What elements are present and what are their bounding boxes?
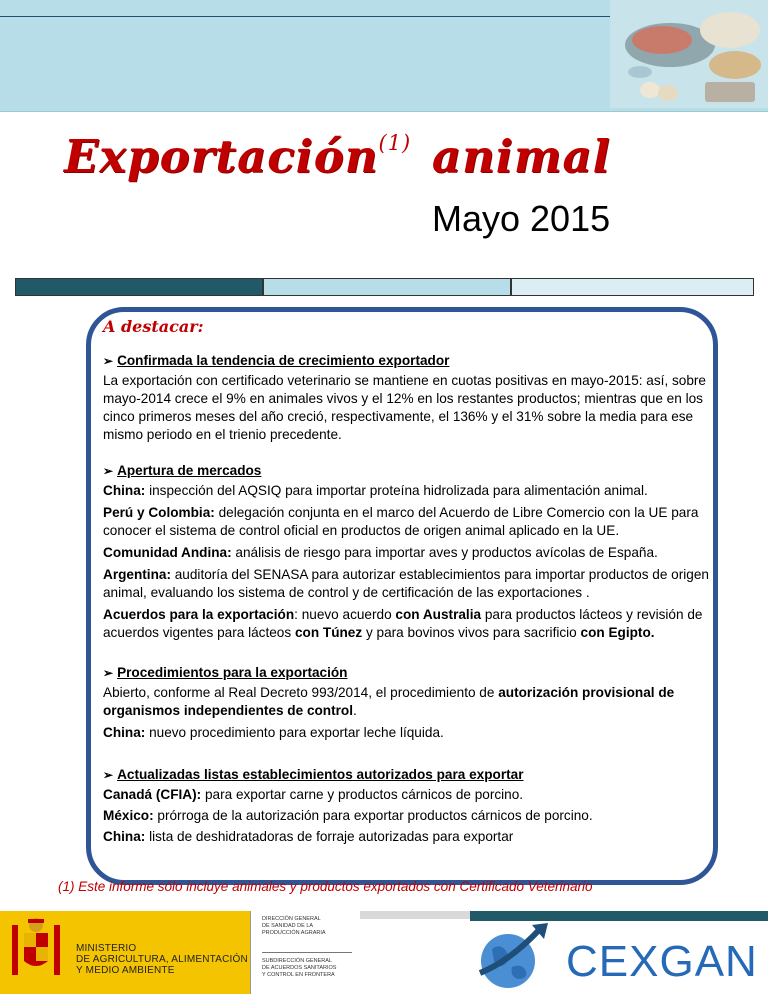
- section-lists-title-text: Actualizadas listas establecimientos autorizados para exportar: [117, 767, 524, 782]
- market-peru-colombia: [103, 504, 721, 540]
- directorate-divider: [262, 952, 352, 953]
- ministry-line-2: DE AGRICULTURA, ALIMENTACIÓN: [76, 954, 248, 965]
- market-argentina-text: auditoría del SENASA para autorizar establecimientos para importar productos de origen animal, evaluando los sistema de control y de certificación de las exportaciones .: [103, 567, 709, 600]
- directorate-general: [262, 916, 326, 937]
- arrow-bullet-icon: ➢: [103, 464, 114, 478]
- ministry-line-1: MINISTERIO: [76, 943, 137, 954]
- market-china-label: China:: [103, 483, 146, 498]
- dg2-line-2: DE ACUERDOS SANITARIOS: [262, 965, 337, 971]
- divider-bar-light: [511, 278, 754, 296]
- procedure-text-2: .: [353, 703, 357, 718]
- food-photo-icon: [610, 0, 768, 108]
- market-andina-text: análisis de riesgo para importar aves y productos avícolas de España.: [231, 545, 658, 560]
- agreements-text-1: : nuevo acuerdo: [294, 607, 396, 622]
- procedure-china-text: nuevo procedimiento para exportar leche líquida.: [145, 725, 444, 740]
- list-china-text: lista de deshidratadoras de forraje autorizadas para exportar: [145, 829, 514, 844]
- dg1-line-3: PRODUCCIÓN AGRARIA: [262, 930, 326, 936]
- market-china-text: inspección del AQSIQ para importar proteína hidrolizada para alimentación animal.: [145, 483, 648, 498]
- arrow-bullet-icon: ➢: [103, 666, 114, 680]
- market-agreements: [103, 606, 721, 642]
- section-growth: [103, 352, 721, 448]
- market-andina: [103, 544, 721, 562]
- procedure-china: [103, 724, 721, 742]
- section-procedures-title: [103, 664, 721, 682]
- market-argentina: [103, 566, 721, 602]
- section-procedures-title-text: Procedimientos para la exportación: [117, 665, 348, 680]
- agreements-text-2: para productos lácteos y revisión de acuerdos vigentes para lácteos: [103, 607, 703, 640]
- list-mexico-label: México:: [103, 808, 154, 823]
- procedure-text-1: Abierto, conforme al Real Decreto 993/2014, el procedimiento de: [103, 685, 499, 700]
- highlights-label: A destacar:: [103, 317, 204, 336]
- section-growth-title: [103, 352, 721, 370]
- agreements-label: Acuerdos para la exportación: [103, 607, 295, 622]
- list-mexico-text: prórroga de la autorización para exportar productos cárnicos de porcino.: [153, 808, 593, 823]
- subdirectorate-general: [262, 958, 336, 979]
- agreements-tunez: con Túnez: [294, 625, 363, 640]
- arrow-bullet-icon: ➢: [103, 768, 114, 782]
- market-peru-text: delegación conjunta en el marco del Acuerdo de Libre Comercio con la UE para conocer el sistema de control oficial en productos de origen animal aplicado en la UE.: [103, 505, 699, 538]
- page-title: [64, 130, 611, 183]
- globe-arrow-icon: [470, 921, 560, 994]
- dg1-line-2: DE SANIDAD DE LA: [262, 923, 314, 929]
- list-canada-text: para exportar carne y productos cárnicos de porcino.: [201, 787, 524, 802]
- footer-strip-blue: [470, 911, 768, 921]
- ministry-name: [76, 943, 248, 976]
- procedure-text-bold: autorización provisional de organismos independientes de control: [103, 685, 675, 718]
- dg2-line-3: Y CONTROL EN FRONTERA: [262, 972, 335, 978]
- title-main: Exportación: [64, 130, 379, 183]
- section-lists-title: [103, 766, 721, 784]
- agreements-australia: con Australia: [395, 607, 482, 622]
- dg1-line-1: DIRECCIÓN GENERAL: [262, 916, 321, 922]
- arrow-bullet-icon: ➢: [103, 354, 114, 368]
- list-mexico: [103, 807, 721, 825]
- section-markets-title-text: Apertura de mercados: [117, 463, 262, 478]
- section-lists: [103, 766, 721, 850]
- footer-strip-grey: [360, 911, 470, 919]
- section-markets-title: [103, 462, 721, 480]
- list-canada: [103, 786, 721, 804]
- title-end: animal: [431, 130, 611, 183]
- list-canada-label: Canadá (CFIA):: [103, 787, 202, 802]
- market-peru-label: Perú y Colombia:: [103, 505, 215, 520]
- food-photo: [610, 0, 768, 108]
- footnote: (1) Este informe sólo incluye animales y productos exportados con Certificado Veterinario: [58, 879, 593, 894]
- coat-of-arms-icon: [0, 911, 72, 994]
- agreements-egipto: con Egipto.: [580, 625, 655, 640]
- market-argentina-label: Argentina:: [103, 567, 171, 582]
- list-china: [103, 828, 721, 846]
- divider-bar-mid: [263, 278, 511, 296]
- market-china: [103, 482, 721, 500]
- section-growth-text: La exportación con certificado veterinario se mantiene en cuotas positivas en mayo-2015: así, sobre mayo-2014 crece el 9% en animales vivos y el 12% en los restantes productos; mientras que en los cinco primeros meses del año creció, respectivamente, el 136% y el 31% sobre la media para ese mismo periodo en el trienio precedente.: [103, 373, 706, 442]
- agreements-text-3: y para bovinos vivos para sacrificio: [362, 625, 581, 640]
- divider-bar-dark: [15, 278, 263, 296]
- title-footnote-ref: (1): [378, 131, 412, 155]
- section-growth-title-text: Confirmada la tendencia de crecimiento exportador: [117, 353, 450, 368]
- section-procedures: [103, 664, 721, 746]
- market-andina-label: Comunidad Andina:: [103, 545, 232, 560]
- cexgan-logo-text: CEXGAN: [566, 937, 758, 986]
- procedure-royal-decree: [103, 684, 721, 720]
- report-date: Mayo 2015: [432, 198, 611, 239]
- dg2-line-1: SUBDIRECCIÓN GENERAL: [262, 958, 332, 964]
- section-markets: [103, 462, 721, 646]
- procedure-china-label: China:: [103, 725, 146, 740]
- list-china-label: China:: [103, 829, 146, 844]
- ministry-line-3: Y MEDIO AMBIENTE: [76, 965, 175, 976]
